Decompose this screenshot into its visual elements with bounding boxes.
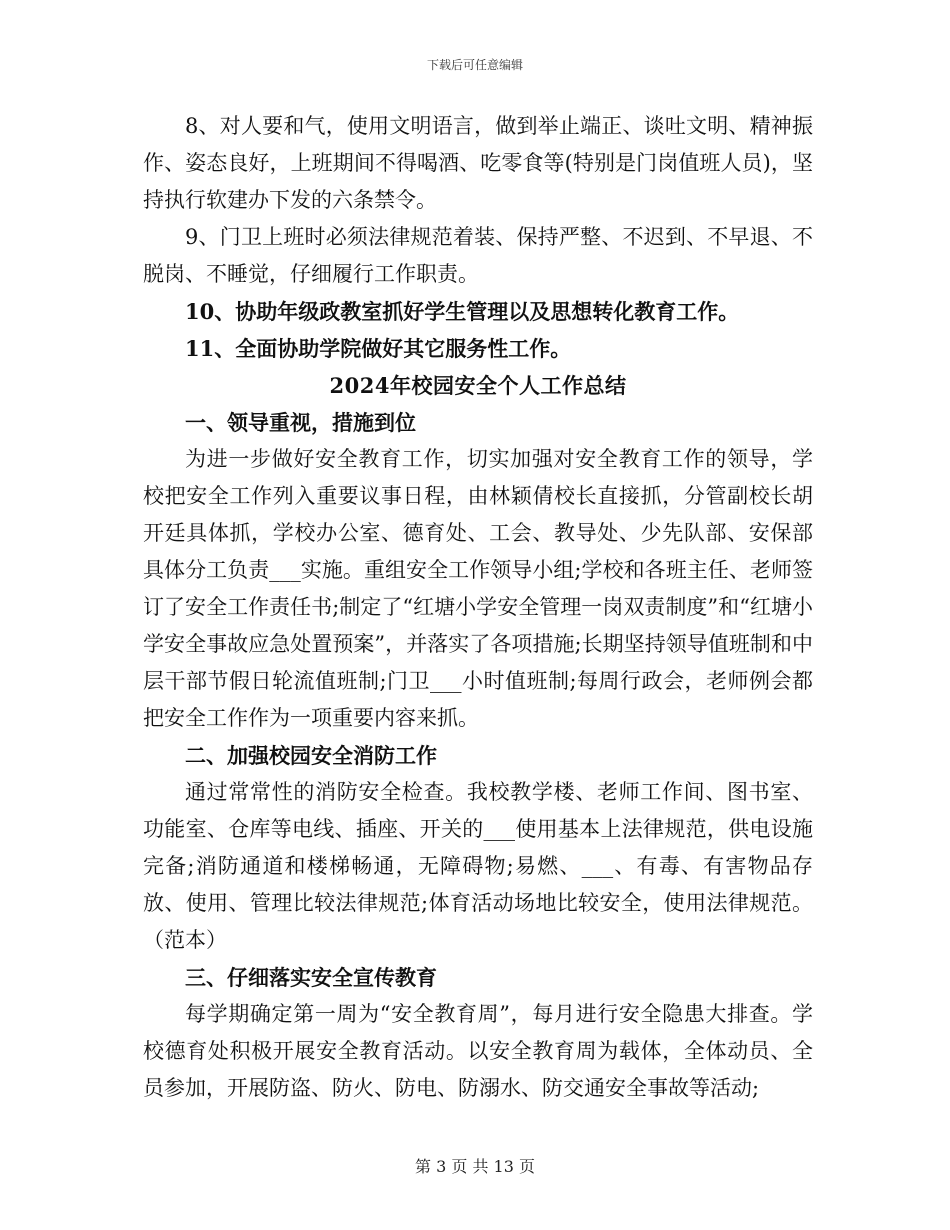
document-title: 2024年校园安全个人工作总结	[329, 373, 627, 398]
paragraph-item-9: 9、门卫上班时必须法律规范着装、保持严整、不迟到、不早退、不脱岗、不睡觉，仔细履行工作职责。	[143, 225, 813, 286]
paragraph-item-8: 8、对人要和气，使用文明语言，做到举止端正、谈吐文明、精神振作、姿态良好，上班期间不得喝酒、吃零食等(特别是门岗值班人员)，坚持执行软建办下发的六条禁令。	[143, 114, 813, 212]
section-2-body: 通过常常性的消防安全检查。我校教学楼、老师工作间、图书室、功能室、仓库等电线、插座、开关的___使用基本上法律规范，供电设施完备;消防通道和楼梯畅通，无障碍物;易燃、___、有毒、有害物品存放、使用、管理比较法律规范;体育活动场地比较安全，使用法律规范。（范本）	[143, 780, 813, 952]
section-heading-1: 一、领导重视，措施到位	[185, 410, 416, 435]
section-3-body: 每学期确定第一周为“安全教育周”，每月进行安全隐患大排查。学校德育处积极开展安全教育活动。以安全教育周为载体，全体动员、全员参加，开展防盗、防火、防电、防溺水、防交通安全事故等活动;	[143, 1002, 813, 1100]
page-header: 下载后可任意编辑	[426, 58, 523, 72]
paragraph-item-10: 10、协助年级政教室抓好学生管理以及思想转化教育工作。	[185, 299, 740, 324]
section-1-body: 为进一步做好安全教育工作，切实加强对安全教育工作的领导，学校把安全工作列入重要议事日程，由林颖倩校长直接抓，分管副校长胡开廷具体抓，学校办公室、德育处、工会、教导处、少先队部、安保部具体分工负责___实施。重组安全工作领导小组;学校和各班主任、老师签订了安全工作责任书;制定了“红塘小学安全管理一岗双责制度”和“红塘小学安全事故应急处置预案”，并落实了各项措施;长期坚持领导值班制和中层干部节假日轮流值班制;门卫___小时值班制;每周行政会，老师例会都把安全工作作为一项重要内容来抓。	[143, 447, 813, 730]
page-footer: 第 3 页 共 13 页	[415, 1157, 535, 1176]
section-heading-2: 二、加强校园安全消防工作	[185, 743, 437, 768]
document-body	[143, 108, 813, 1107]
section-heading-3: 三、仔细落实安全宣传教育	[185, 965, 437, 990]
paragraph-item-11: 11、全面协助学院做好其它服务性工作。	[185, 336, 572, 361]
